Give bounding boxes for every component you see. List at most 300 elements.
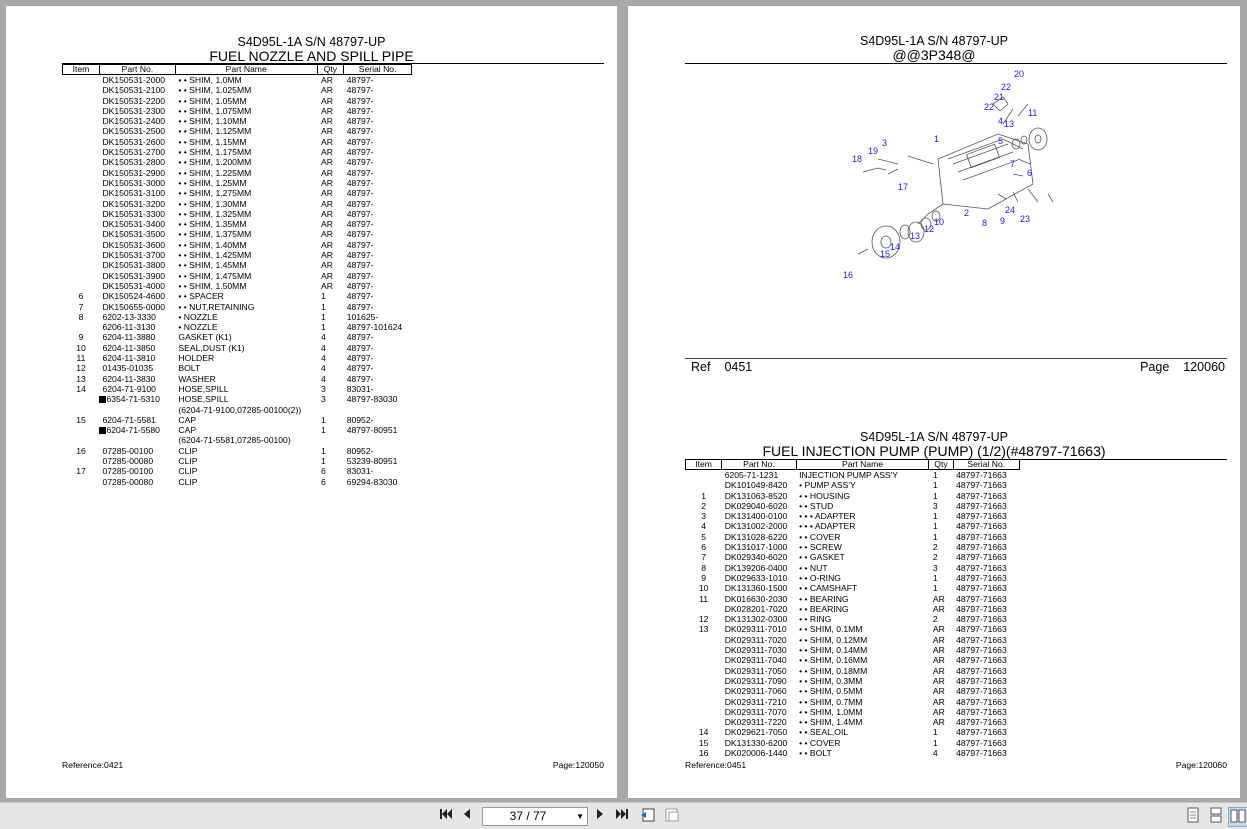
table-row	[63, 353, 412, 363]
cell-item	[63, 271, 100, 281]
cell-qty: 4	[321, 332, 326, 343]
cell-name: (6204-71-5581,07285-00100)	[178, 435, 291, 446]
cell-qty: AR	[321, 260, 333, 271]
cell-item	[63, 456, 100, 466]
table-row	[686, 717, 1020, 727]
cell-qty: 3	[932, 562, 938, 573]
go-forward-icon[interactable]	[663, 807, 681, 825]
cell-name: • • SHIM, 0.7MM	[799, 696, 863, 707]
cell-name: WASHER	[178, 373, 216, 384]
cell-item	[63, 425, 100, 435]
table-row	[63, 75, 412, 86]
cell-serial: 48797-	[346, 147, 374, 158]
cell-name: • • SHIM, 1.475MM	[178, 270, 252, 281]
table-row	[686, 491, 1020, 501]
cell-serial: 48797-	[346, 342, 374, 353]
cell-serial: 48797-71663	[956, 614, 1007, 625]
table-row	[686, 511, 1020, 521]
cell-qty: 1	[321, 291, 326, 302]
table-row	[686, 594, 1020, 604]
table-row	[63, 394, 412, 404]
cell-serial: 80952-	[346, 445, 374, 456]
table-row	[686, 604, 1020, 614]
cell-serial: 48797-	[346, 332, 374, 343]
cell-part: DK150531-2300	[102, 105, 166, 116]
cell-part: 07285-00080	[102, 476, 154, 487]
cell-part: DK150531-3900	[102, 270, 166, 281]
cell-part-text: 6354-71-5310	[106, 394, 160, 405]
cell-serial: 48797-	[346, 270, 374, 281]
callout-14: 14	[890, 242, 901, 252]
cell-part: DK150531-2000	[102, 75, 166, 85]
cell-serial: 48797-71663	[956, 686, 1007, 697]
cell-item	[63, 168, 100, 178]
cell-qty: 1	[932, 583, 938, 594]
column-header: Qty	[929, 460, 953, 470]
table-row	[63, 435, 412, 445]
cell-qty: AR	[321, 116, 333, 127]
next-page-icon[interactable]	[594, 807, 606, 825]
cell-item	[63, 405, 100, 415]
cell-qty: AR	[932, 675, 945, 686]
cell-serial: 48797-71663	[956, 655, 1007, 666]
cell-serial: 48797-71663	[956, 748, 1007, 759]
cell-serial: 48797-71663	[956, 727, 1007, 738]
cell-qty: 1	[321, 414, 326, 425]
cell-name: • • SHIM, 1.35MM	[178, 219, 247, 230]
cell-serial: 48797-71663	[956, 665, 1007, 676]
cell-serial: 48797-	[346, 280, 374, 291]
table-row	[63, 250, 412, 260]
cell-qty: 4	[321, 353, 326, 364]
cell-item	[686, 707, 722, 717]
table-row	[63, 85, 412, 95]
cell-item	[63, 250, 100, 260]
table-row	[63, 240, 412, 250]
cell-item: 3	[701, 511, 706, 522]
two-page-view-icon[interactable]	[1228, 807, 1247, 827]
cell-serial: 69294-83030	[346, 476, 398, 487]
cell-qty: AR	[321, 219, 333, 230]
cell-name: • • SHIM, 1.125MM	[178, 126, 252, 137]
callout-16: 16	[843, 270, 854, 280]
table-row	[63, 425, 412, 435]
callout-7: 7	[1010, 159, 1016, 169]
cell-part: 01435-01035	[102, 363, 154, 374]
table-row	[63, 332, 412, 342]
cell-part: 07285-00080	[102, 455, 154, 466]
cell-item: 15	[76, 414, 86, 425]
cell-part: DK150524-4600	[102, 291, 166, 302]
cell-serial: 48797-71663	[956, 593, 1007, 604]
cell-name: • • NUT,RETAINING	[178, 301, 255, 312]
cell-qty: AR	[321, 105, 333, 116]
cell-part	[99, 394, 175, 404]
cell-part: DK150531-3200	[102, 198, 166, 209]
go-back-icon[interactable]	[639, 807, 657, 825]
cell-part: DK101049-8420	[724, 480, 788, 491]
cell-name: • • SEAL,OIL	[799, 727, 849, 738]
cell-serial: 48797-71663	[956, 511, 1007, 522]
cell-part: 6206-11-3130	[102, 322, 156, 333]
table-row	[63, 405, 412, 415]
cell-name: • • SHIM, 0.1MM	[799, 624, 863, 635]
cell-serial: 48797-71663	[956, 634, 1007, 645]
previous-page-icon[interactable]	[461, 807, 473, 825]
cell-item	[686, 686, 722, 696]
right-model-title-top: S4D95L-1A S/N 48797-UP	[859, 34, 1008, 48]
cell-qty: 1	[932, 490, 938, 501]
cell-serial: 48797-80951	[346, 425, 398, 436]
page-value: 120060	[1183, 360, 1225, 374]
cell-serial: 48797-	[346, 229, 374, 240]
cell-qty: 2	[932, 614, 938, 625]
cell-qty: 1	[932, 470, 938, 480]
cell-part: DK150531-3300	[102, 208, 166, 219]
cell-item: 11	[699, 593, 709, 604]
table-row	[63, 137, 412, 147]
cell-serial: 48797-71663	[956, 542, 1007, 553]
cell-name: • • SHIM, 1.0MM	[178, 75, 242, 85]
cell-qty: 1	[932, 480, 938, 491]
cell-item	[63, 116, 100, 126]
cell-qty: 3	[321, 394, 326, 405]
cell-serial: 48797-	[346, 167, 374, 178]
table-row	[686, 697, 1020, 707]
cell-item	[63, 75, 100, 86]
cell-item: 13	[698, 624, 709, 635]
cell-qty: AR	[321, 85, 333, 96]
cell-part: DK029311-7220	[724, 717, 787, 728]
cell-qty: 1	[932, 572, 938, 583]
table-row	[686, 645, 1020, 655]
cell-serial: 48797-	[346, 157, 374, 168]
cell-item: 9	[701, 572, 706, 583]
cell-part: DK131017-1000	[724, 542, 788, 553]
cell-serial: 48797-	[346, 219, 374, 230]
cell-name: • • SHIM, 1.175MM	[178, 147, 252, 158]
cell-part: DK029311-7050	[724, 665, 787, 676]
cell-name: CAP	[178, 425, 197, 436]
cell-name: • • SHIM, 0.16MM	[799, 655, 868, 666]
cell-name: • • SCREW	[799, 542, 842, 553]
callout-9: 9	[1000, 216, 1006, 226]
diagram-code: @@3P348@	[892, 47, 976, 63]
cell-name: • • SHIM, 1.4MM	[799, 717, 863, 728]
right-model-title: S4D95L-1A S/N 48797-UP	[859, 430, 1008, 444]
cell-serial: 48797-	[346, 188, 374, 199]
cell-serial: 48797-	[346, 353, 374, 364]
cell-name: • • SHIM, 1.375MM	[178, 229, 252, 240]
cell-part: DK150531-3800	[102, 260, 166, 271]
table-row	[686, 573, 1020, 583]
cell-serial: 83031-	[346, 466, 374, 477]
cell-serial: 48797-71663	[956, 552, 1007, 563]
cell-name: • • SHIM, 1.45MM	[178, 260, 247, 271]
cell-name: • • SHIM, 1.40MM	[178, 239, 247, 250]
table-row	[686, 686, 1020, 696]
cell-name: • • SHIM, 1.075MM	[178, 105, 252, 116]
cell-qty: AR	[932, 634, 945, 645]
cell-item	[63, 85, 100, 95]
cell-item: 6	[78, 291, 84, 302]
cell-item: 12	[698, 614, 709, 625]
cell-qty: AR	[321, 177, 333, 188]
cell-serial: 101625-	[346, 311, 379, 322]
table-row	[63, 291, 412, 301]
table-row	[63, 446, 412, 456]
table-row	[686, 635, 1020, 645]
cell-qty: 6	[321, 466, 326, 477]
cell-item	[686, 717, 722, 727]
table-row	[686, 583, 1020, 593]
cell-name: HOLDER	[178, 353, 215, 364]
cell-name: • • SHIM, 0.3MM	[799, 675, 863, 686]
cell-serial: 48797-	[346, 250, 374, 261]
cell-name: • • • ADAPTER	[799, 521, 856, 532]
left-page	[6, 6, 617, 798]
cell-qty: 1	[321, 455, 326, 466]
cell-qty: AR	[932, 593, 945, 604]
table-row	[63, 312, 412, 322]
cell-qty: 1	[932, 521, 938, 532]
cell-name: • • NUT	[799, 562, 828, 573]
column-header: Item	[63, 65, 100, 75]
cell-item	[63, 106, 100, 116]
table-row	[63, 219, 412, 229]
cell-part: DK131360-1500	[724, 583, 788, 594]
cell-name: • • SHIM, 1.50MM	[178, 280, 247, 291]
cell-item: 10	[76, 342, 86, 353]
cell-serial: 48797-	[346, 116, 374, 127]
table-row	[63, 322, 412, 332]
cell-name: • • SHIM, 0.12MM	[799, 634, 868, 645]
table-row	[686, 666, 1020, 676]
cell-qty: AR	[321, 75, 333, 85]
cell-part-text: 6204-71-5580	[106, 425, 160, 436]
cell-serial: 48797-71663	[956, 624, 1007, 635]
callout-19: 19	[868, 146, 879, 156]
cell-part: DK150531-2700	[102, 147, 166, 158]
cell-serial: 48797-71663	[956, 470, 1007, 480]
callout-2: 2	[964, 208, 970, 218]
cell-item	[63, 137, 100, 147]
cell-part: 6204-11-3850	[102, 342, 156, 353]
table-row	[686, 532, 1020, 542]
cell-serial: 48797-	[346, 208, 374, 219]
cell-part: 6204-11-3830	[102, 373, 156, 384]
ref-value: 0451	[724, 360, 753, 374]
cell-qty: AR	[932, 603, 945, 614]
cell-qty: 1	[321, 301, 326, 312]
cell-part: 07285-00100	[102, 466, 154, 477]
cell-name: • NOZZLE	[178, 322, 218, 333]
cell-serial: 48797-	[346, 95, 374, 106]
cell-serial: 48797-	[346, 363, 374, 374]
cell-serial: 48797-	[346, 177, 374, 188]
cell-part: DK029311-7210	[724, 696, 787, 707]
cell-serial: 48797-71663	[956, 696, 1007, 707]
callout-13b: 13	[1004, 119, 1015, 129]
column-header: Item	[686, 460, 722, 470]
cell-qty: AR	[321, 126, 333, 137]
cell-item: 7	[701, 552, 706, 563]
cell-name: (6204-71-9100,07285-00100(2))	[178, 404, 302, 415]
cell-qty: AR	[321, 208, 333, 219]
cell-item: 17	[76, 466, 86, 477]
cell-qty: 1	[932, 737, 938, 748]
cell-item	[63, 219, 100, 229]
cell-part: DK029311-7030	[724, 645, 787, 656]
cell-part: DK029311-7010	[724, 624, 787, 635]
callout-17: 17	[898, 182, 909, 192]
cell-serial: 48797-	[346, 75, 374, 85]
cell-qty: AR	[932, 717, 945, 728]
page-number-select[interactable]	[482, 807, 588, 826]
cell-name: • • SHIM, 0.18MM	[799, 665, 868, 676]
cell-part: DK150655-0000	[102, 301, 166, 312]
right-parts-table	[685, 459, 1020, 758]
cell-item: 5	[701, 531, 706, 542]
table-row	[63, 96, 412, 106]
cell-part: 6204-11-3810	[102, 353, 156, 364]
cell-part: DK150531-2900	[102, 167, 166, 178]
cell-qty: 3	[932, 500, 938, 511]
cell-part: DK029621-7050	[724, 727, 788, 738]
table-row	[63, 271, 412, 281]
cell-name: INJECTION PUMP ASS'Y	[799, 470, 899, 480]
cell-serial: 48797-	[346, 373, 374, 384]
callout-18: 18	[852, 154, 863, 164]
cell-item	[63, 157, 100, 167]
table-row	[686, 480, 1020, 490]
table-row	[63, 374, 412, 384]
cell-name: • • SHIM, 1.25MM	[178, 177, 247, 188]
right-footer-page: Page:120060	[1175, 760, 1227, 770]
single-page-view-icon[interactable]	[1185, 807, 1201, 825]
cell-name: • • CAMSHAFT	[799, 583, 858, 594]
callout-20: 20	[1014, 69, 1025, 79]
table-row	[63, 260, 412, 270]
cell-qty: 1	[321, 311, 326, 322]
cell-part: DK131028-6220	[724, 531, 788, 542]
cell-item	[63, 178, 100, 188]
table-row	[63, 106, 412, 116]
cell-part: 07285-00100	[102, 445, 154, 456]
cell-serial: 48797-	[346, 260, 374, 271]
cell-qty: AR	[321, 270, 333, 281]
cell-item	[686, 697, 722, 707]
last-page-icon[interactable]	[614, 807, 630, 825]
cell-part: DK150531-4000	[102, 280, 166, 291]
pdf-toolbar	[0, 802, 1247, 829]
cell-item	[686, 604, 722, 614]
cell-item: 1	[701, 490, 706, 501]
cell-item: 6	[701, 542, 706, 553]
page-label-text: Page	[1140, 360, 1170, 374]
cell-name: • • BOLT	[799, 748, 832, 759]
cell-item	[686, 470, 722, 481]
cell-serial: 48797-71663	[956, 490, 1007, 501]
cell-part: DK131063-8520	[724, 490, 788, 501]
callout-13: 13	[910, 231, 921, 241]
left-model-title: S4D95L-1A S/N 48797-UP	[237, 35, 386, 49]
cell-serial: 48797-71663	[956, 480, 1007, 491]
cell-name: CLIP	[178, 445, 198, 456]
cell-item: 8	[78, 311, 84, 322]
cell-item	[63, 281, 100, 291]
cell-part: DK150531-3400	[102, 219, 166, 230]
cell-item: 16	[76, 445, 86, 456]
cell-part: DK131302-0300	[724, 614, 788, 625]
table-row	[686, 521, 1020, 531]
table-row	[686, 552, 1020, 562]
cell-name: • • COVER	[799, 737, 841, 748]
cell-qty: AR	[932, 686, 945, 697]
cell-item	[686, 655, 722, 665]
cell-qty	[317, 435, 344, 445]
cell-part: DK150531-3500	[102, 229, 166, 240]
table-row	[686, 707, 1020, 717]
left-footer-reference: Reference:0421	[62, 760, 124, 770]
cell-qty: AR	[321, 147, 333, 158]
cell-qty: AR	[321, 95, 333, 106]
column-header: Qty	[317, 65, 344, 75]
cell-qty: 2	[932, 552, 938, 563]
cell-part: 6202-13-3330	[102, 311, 156, 322]
exploded-parts-diagram	[838, 64, 1078, 284]
cell-name: • • HOUSING	[799, 490, 851, 501]
cell-name: HOSE,SPILL	[178, 383, 229, 394]
cell-name: • • STUD	[799, 500, 834, 511]
continuous-page-icon[interactable]	[1208, 807, 1224, 825]
cell-name: • • SHIM, 0.5MM	[799, 686, 863, 697]
page-label	[1140, 360, 1225, 374]
cell-part: DK150531-2400	[102, 116, 166, 127]
diagram-bottom-rule	[685, 358, 1227, 359]
cell-name: • NOZZLE	[178, 311, 218, 322]
cell-name: • • SPACER	[178, 291, 224, 302]
cell-item: 14	[76, 383, 86, 394]
cell-qty: 4	[321, 373, 326, 384]
cell-serial: 48797-71663	[956, 675, 1007, 686]
table-row	[63, 384, 412, 394]
table-row	[686, 748, 1020, 758]
table-row	[63, 281, 412, 291]
cell-qty: 1	[932, 531, 938, 542]
cell-part: DK029311-7020	[724, 634, 787, 645]
table-row	[63, 116, 412, 126]
table-row	[686, 727, 1020, 737]
cell-name: • PUMP ASS'Y	[799, 480, 856, 491]
cell-qty: 1	[932, 727, 938, 738]
cell-item: 12	[76, 363, 86, 374]
cell-item: 7	[78, 301, 84, 312]
cell-part: DK150531-2500	[102, 126, 166, 137]
first-page-icon[interactable]	[438, 807, 454, 825]
cell-serial: 48797-	[346, 136, 374, 147]
cell-serial: 48797-71663	[956, 500, 1007, 511]
table-row	[686, 563, 1020, 573]
cell-name: BOLT	[178, 363, 201, 374]
cell-item	[63, 126, 100, 136]
cell-name: • • SHIM, 1.05MM	[178, 95, 247, 106]
cell-name: CAP	[178, 414, 197, 425]
cell-part	[99, 405, 175, 415]
cell-part	[99, 425, 175, 435]
cell-name: • • SHIM, 1.225MM	[178, 167, 252, 178]
cell-name: • • GASKET	[799, 552, 845, 563]
